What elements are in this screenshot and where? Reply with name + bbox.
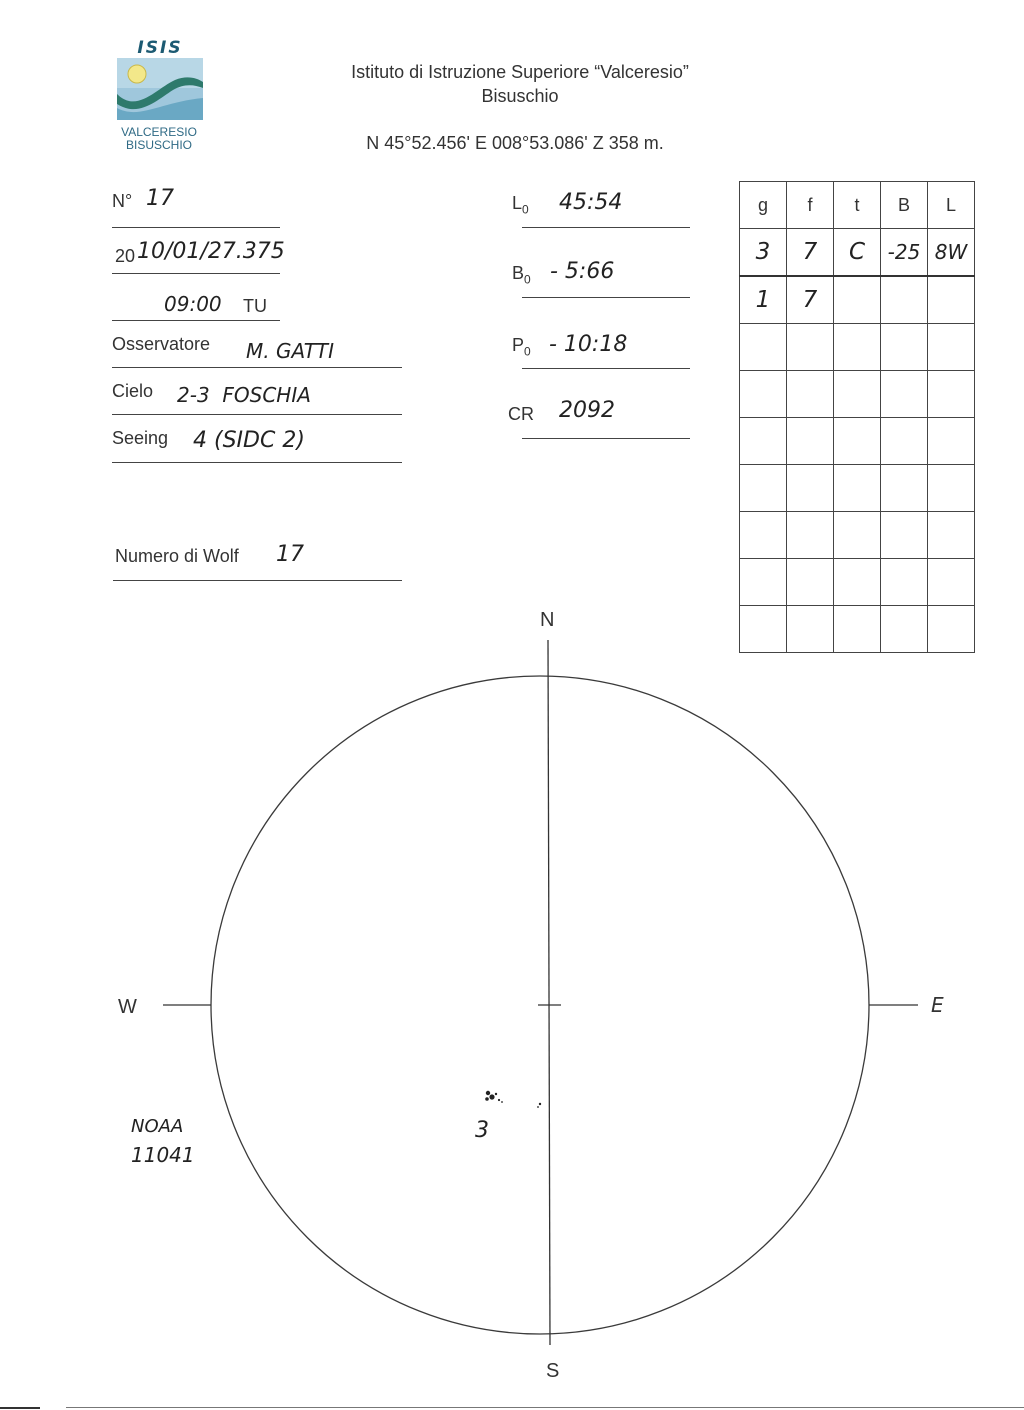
scan-edge-mark: [0, 1407, 40, 1409]
institute-town: Bisuschio: [481, 86, 559, 106]
date-prefix: 20: [115, 246, 136, 266]
carrington-rotation-value: 2092: [559, 398, 615, 423]
record-number-underline: [112, 227, 280, 228]
table-row: [740, 465, 975, 512]
table-cell: [834, 276, 881, 324]
table-cell: [928, 276, 975, 324]
time-suffix: TU: [243, 296, 267, 316]
b0-underline: [522, 297, 690, 298]
sky-label: Cielo: [112, 381, 154, 401]
p0-label: $P_0$: [512, 335, 531, 359]
table-cell: 8W: [928, 229, 975, 277]
l0-value: 45:54: [559, 190, 623, 215]
table-cell: 7: [787, 276, 834, 324]
p0-value: - 10:18: [549, 332, 628, 357]
table-cell: C: [834, 229, 881, 277]
observer-value: M. GATTI: [246, 339, 335, 363]
logo-sun-wave-icon: [117, 58, 203, 120]
carrington-rotation-label: CR: [508, 404, 534, 424]
date-value: 10/01/27.375: [137, 239, 285, 264]
carrington-rotation-underline: [522, 438, 690, 439]
noaa-label: NOAA: [131, 1116, 184, 1137]
table-row: [740, 276, 975, 324]
table-row: [740, 371, 975, 418]
east-label: E: [931, 993, 944, 1017]
solar-disk-drawing: [0, 600, 1024, 1410]
table-row: [740, 229, 975, 277]
table-cell: 7: [787, 229, 834, 277]
time-value: 09:00: [164, 292, 222, 316]
institute-name: Istituto di Istruzione Superiore “Valceresio”: [351, 62, 689, 82]
sky-underline: [112, 414, 402, 415]
table-cell: [881, 276, 928, 324]
l0-label: $L_0$: [512, 193, 529, 217]
date-underline: [112, 273, 280, 274]
observatory-coordinates: N 45°52.456' E 008°53.086' Z 358 m.: [366, 133, 664, 153]
north-south-axis: [548, 640, 550, 1345]
column-header-g: g: [740, 182, 787, 229]
time-underline: [112, 320, 280, 321]
b0-label: $B_0$: [512, 263, 531, 287]
table-row: [740, 324, 975, 371]
west-label: W: [118, 996, 137, 1018]
column-header-f: f: [787, 182, 834, 229]
south-label: S: [546, 1360, 560, 1382]
p0-underline: [522, 368, 690, 369]
wolf-number-value: 17: [276, 542, 304, 567]
wolf-number-label: Numero di Wolf: [115, 546, 239, 566]
sunspot-group-number: 3: [475, 1118, 489, 1143]
seeing-value: 4 (SIDC 2): [193, 428, 305, 453]
column-header-t: t: [834, 182, 881, 229]
observer-underline: [112, 367, 402, 368]
table-row: [740, 512, 975, 559]
school-logo: [113, 38, 205, 153]
seeing-underline: [112, 462, 402, 463]
sunspot-group-marks: [485, 1091, 541, 1108]
record-number-value: 17: [146, 186, 174, 211]
b0-value: - 5:66: [550, 259, 615, 284]
column-header-b: B: [881, 182, 928, 229]
logo-town-line2: BISUSCHIO: [125, 138, 192, 152]
noaa-region-number: 11041: [131, 1143, 195, 1167]
sunspot-group-table: [739, 181, 975, 653]
table-cell: -25: [881, 229, 928, 277]
record-number-label: N°: [112, 191, 133, 211]
seeing-label: Seeing: [112, 428, 169, 448]
table-row: [740, 559, 975, 606]
table-row: [740, 418, 975, 465]
north-label: N: [540, 609, 555, 631]
scan-edge-line: [66, 1407, 1024, 1408]
logo-wordmark: ISIS: [137, 38, 183, 58]
table-cell: 3: [740, 229, 787, 277]
column-header-l: L: [928, 182, 975, 229]
logo-town-line1: VALCERESIO: [121, 125, 197, 139]
table-cell: 1: [740, 276, 787, 324]
table-header-row: [740, 182, 975, 229]
l0-underline: [522, 227, 690, 228]
wolf-number-underline: [113, 580, 402, 581]
observer-label: Osservatore: [112, 334, 211, 354]
sky-value: 2-3 FOSCHIA: [177, 383, 311, 407]
